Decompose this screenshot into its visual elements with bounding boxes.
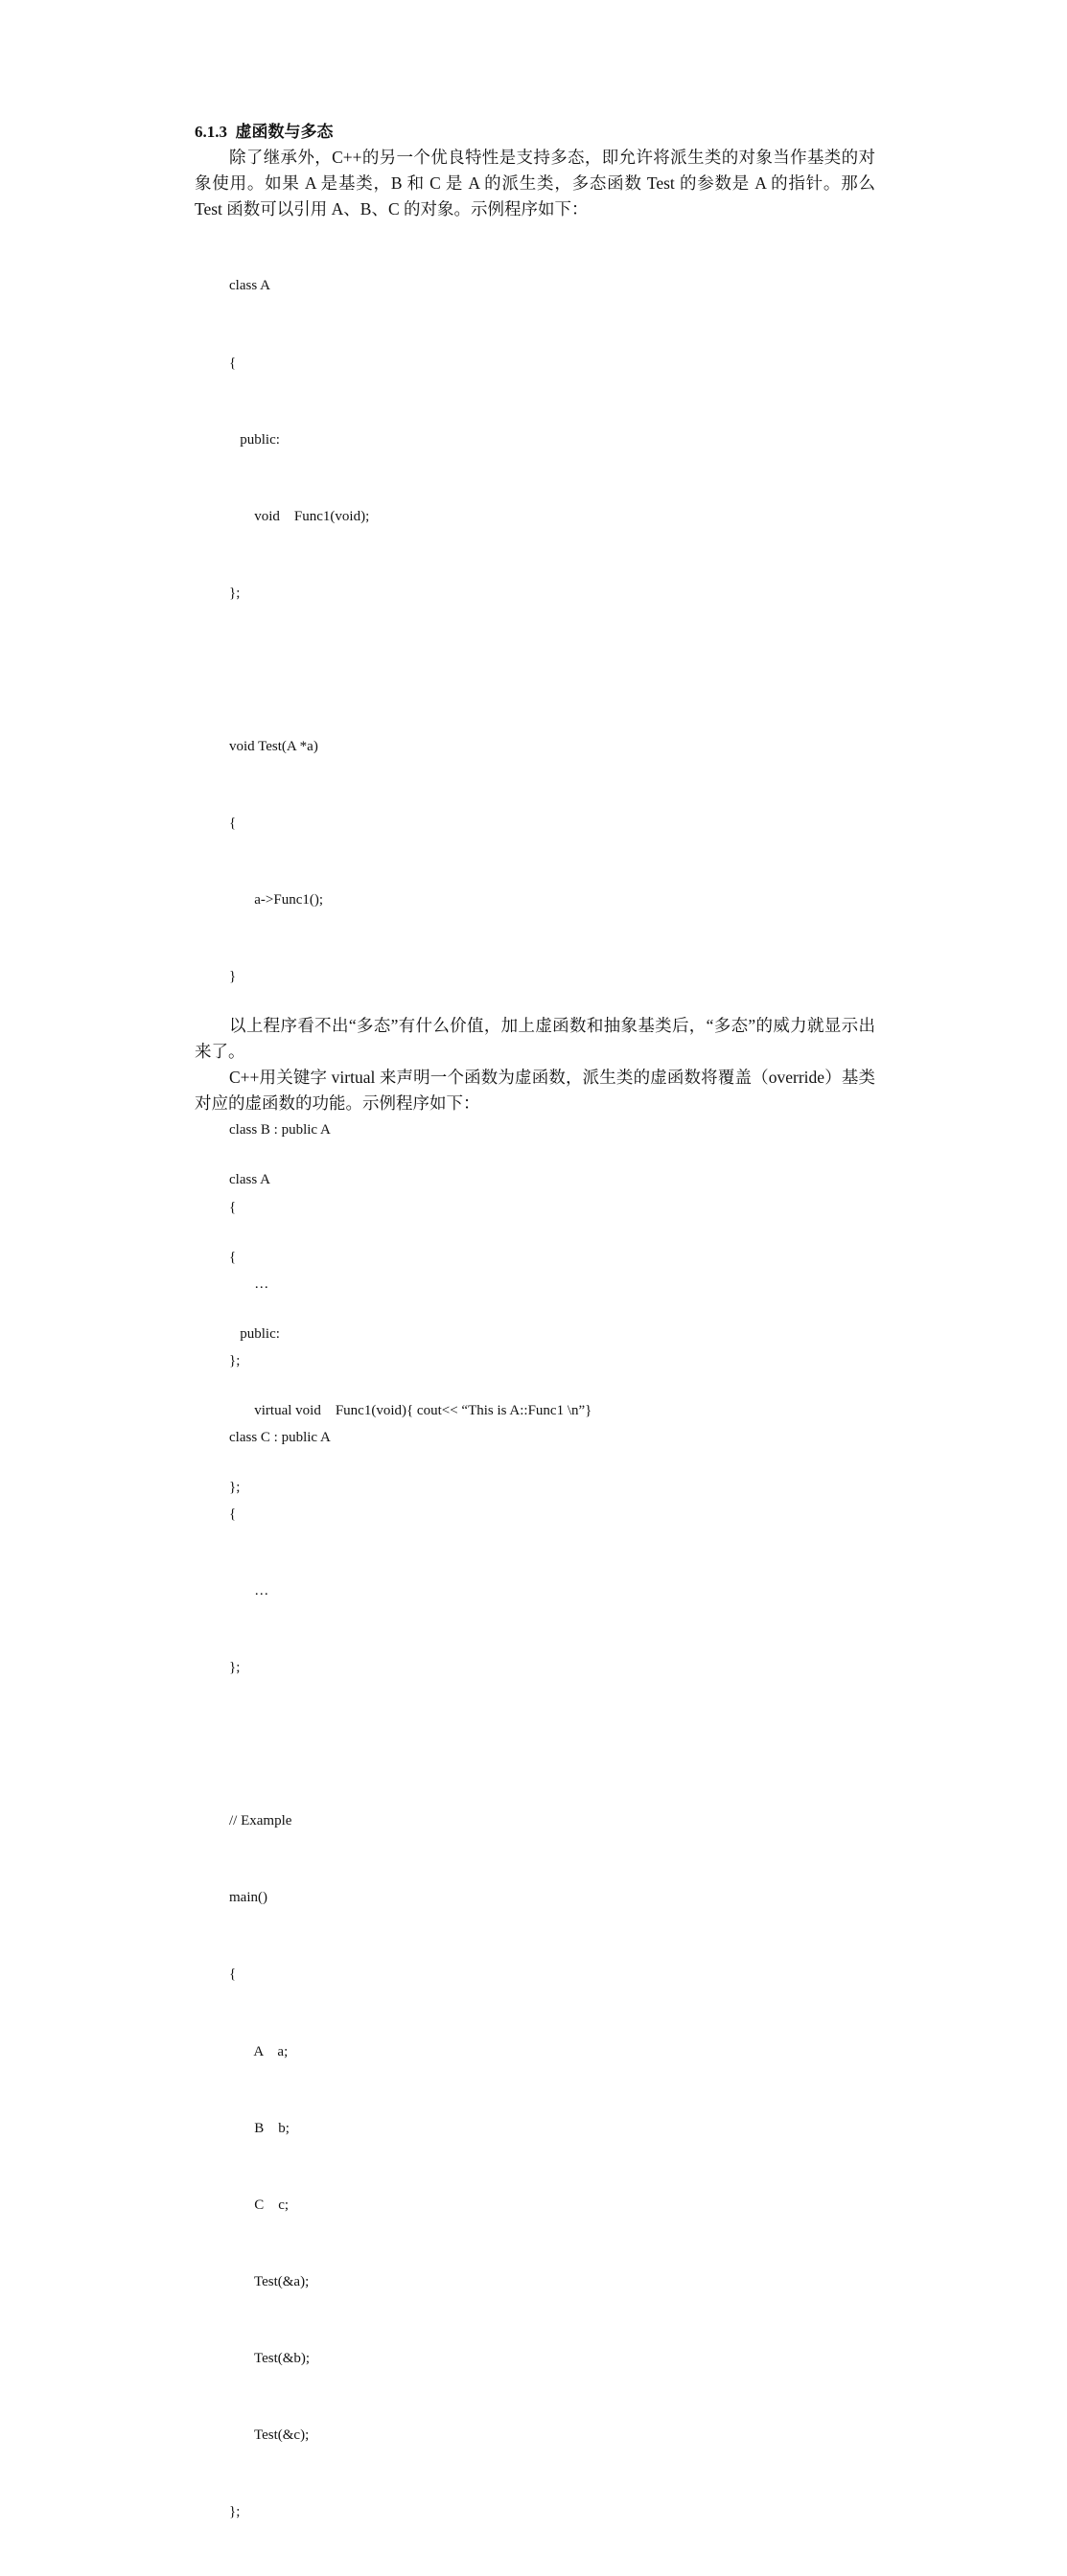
code-line: };	[229, 1479, 241, 1495]
code-line: …	[229, 1276, 269, 1292]
code-line	[229, 1732, 852, 1758]
code-line: a->Func1();	[229, 892, 324, 908]
code-block-2	[229, 1116, 852, 1552]
code-line	[229, 657, 852, 683]
code-line: class A	[229, 1172, 270, 1188]
code-line: };	[229, 585, 241, 601]
code-line: A a;	[229, 2043, 289, 2059]
code-line: class A	[229, 278, 270, 294]
code-line: C c;	[229, 2196, 290, 2213]
code-line: void Test(A *a)	[229, 738, 318, 754]
code-line: {	[229, 1506, 237, 1522]
code-line: {	[229, 1199, 237, 1215]
code-line: };	[229, 1660, 241, 1676]
code-line: public:	[229, 431, 280, 448]
code-line: {	[229, 816, 237, 832]
code-line: Test(&c);	[229, 2427, 310, 2444]
code-line: main()	[229, 1890, 267, 1906]
code-line: virtual void Func1(void){ cout<< “This is A::Func1 \n”}	[229, 1402, 592, 1418]
code-line: {	[229, 1966, 237, 1983]
section-heading: 6.1.3 虚函数与多态	[195, 123, 334, 141]
code-line: class C : public A	[229, 1429, 331, 1445]
code-line: …	[229, 1583, 269, 1598]
code-line: {	[229, 355, 237, 371]
code-line: Test(&b);	[229, 2350, 311, 2366]
code-line: {	[229, 1249, 237, 1265]
code-line: void Func1(void);	[229, 508, 370, 524]
code-line: };	[229, 1352, 241, 1368]
paragraph-polymorphism-note: 以上程序看不出“多态”有什么价值，加上虚函数和抽象基类后，“多态”的威力就显示出来了。	[195, 1016, 875, 1061]
code-line: }	[229, 969, 237, 985]
paragraph-virtual-keyword: C++用关键字 virtual 来声明一个函数为虚函数，派生类的虚函数将覆盖（override）基类对应的虚函数的功能。示例程序如下：	[195, 1068, 875, 1113]
code-line: class B : public A	[229, 1122, 331, 1138]
code-line: B b;	[229, 2120, 290, 2136]
paragraph-intro: 除了继承外，C++的另一个优良特性是支持多态，即允许将派生类的对象当作基类的对象使用。如果 A 是基类，B 和 C 是 A 的派生类，多态函数 Test 的参数是 A 的指针。那么 Test 函数可以引用 A、B、C 的对象。示例程序如下：	[195, 148, 875, 218]
code-line: };	[229, 2504, 241, 2520]
code-line: public:	[229, 1325, 280, 1342]
code-line: // Example	[229, 1813, 292, 1829]
code-line: Test(&a);	[229, 2273, 310, 2289]
